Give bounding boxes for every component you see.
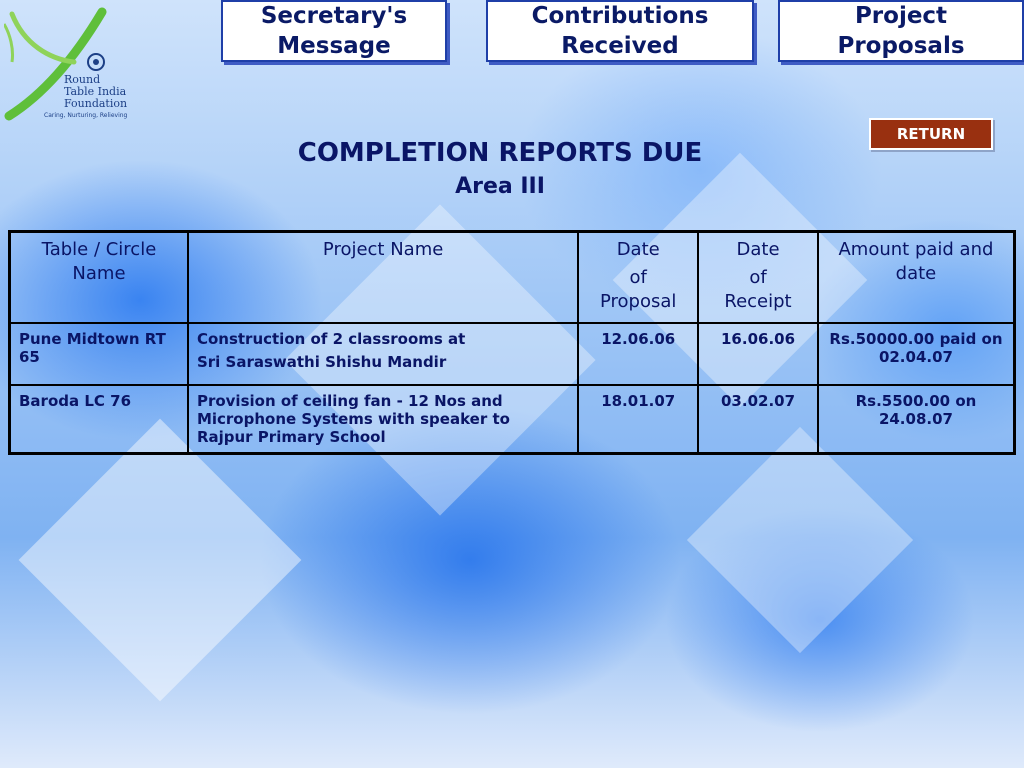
nav-label: Proposals xyxy=(837,33,965,59)
header-amount-paid-and-date: Amount paid and date xyxy=(818,232,1015,324)
project-proposals-button[interactable] xyxy=(778,0,1024,62)
logo-line-1: Round xyxy=(64,73,101,86)
cell-project-name: Provision of ceiling fan - 12 Nos and Microphone Systems with speaker to Rajpur Primary School xyxy=(188,385,578,454)
header-line: Proposal xyxy=(600,291,677,312)
page-subtitle: Area III xyxy=(455,174,545,199)
cell-proposal-date: 18.01.07 xyxy=(578,385,698,454)
nav-label: Contributions xyxy=(531,3,709,29)
logo-line-3: Foundation xyxy=(64,97,128,110)
header-line: of xyxy=(629,267,647,288)
cell-amount: Rs.5500.00 on 24.08.07 xyxy=(818,385,1015,454)
nav-label: Secretary's xyxy=(260,3,408,29)
table-row xyxy=(10,323,1015,385)
cell-name: Baroda LC 76 xyxy=(10,385,188,454)
nav-label: Project xyxy=(854,3,948,29)
logo-tagline: Caring, Nurturing, Relieving xyxy=(44,112,128,119)
page-title: COMPLETION REPORTS DUE xyxy=(297,138,703,168)
header-table-circle-name: Table / Circle Name xyxy=(10,232,188,324)
table-header-row xyxy=(10,232,1015,324)
header-date-of-proposal xyxy=(578,232,698,324)
project-line: Construction of 2 classrooms at xyxy=(196,330,466,348)
cell-name: Pune Midtown RT 65 xyxy=(10,323,188,385)
nav-label: Message xyxy=(277,33,391,59)
header-line: Date xyxy=(616,239,660,260)
header-date-of-receipt xyxy=(698,232,818,324)
header-line: Receipt xyxy=(724,291,792,312)
nav-label: Received xyxy=(561,33,679,59)
background-shape xyxy=(19,419,302,702)
completion-reports-table xyxy=(8,230,1016,455)
header-line: Date xyxy=(736,239,780,260)
project-line: Sri Saraswathi Shishu Mandir xyxy=(196,353,447,371)
header-project-name: Project Name xyxy=(188,232,578,324)
foundation-logo xyxy=(4,4,144,122)
logo-line-2: Table India xyxy=(64,85,127,98)
cell-amount: Rs.50000.00 paid on 02.04.07 xyxy=(818,323,1015,385)
secretarys-message-button[interactable] xyxy=(221,0,447,62)
contributions-received-button[interactable] xyxy=(486,0,754,62)
cell-proposal-date: 12.06.06 xyxy=(578,323,698,385)
return-button[interactable]: RETURN xyxy=(869,118,993,150)
cell-project-name xyxy=(188,323,578,385)
cell-receipt-date: 16.06.06 xyxy=(698,323,818,385)
background-shape xyxy=(687,427,913,653)
table-row xyxy=(10,385,1015,454)
header-line: of xyxy=(749,267,767,288)
cell-receipt-date: 03.02.07 xyxy=(698,385,818,454)
